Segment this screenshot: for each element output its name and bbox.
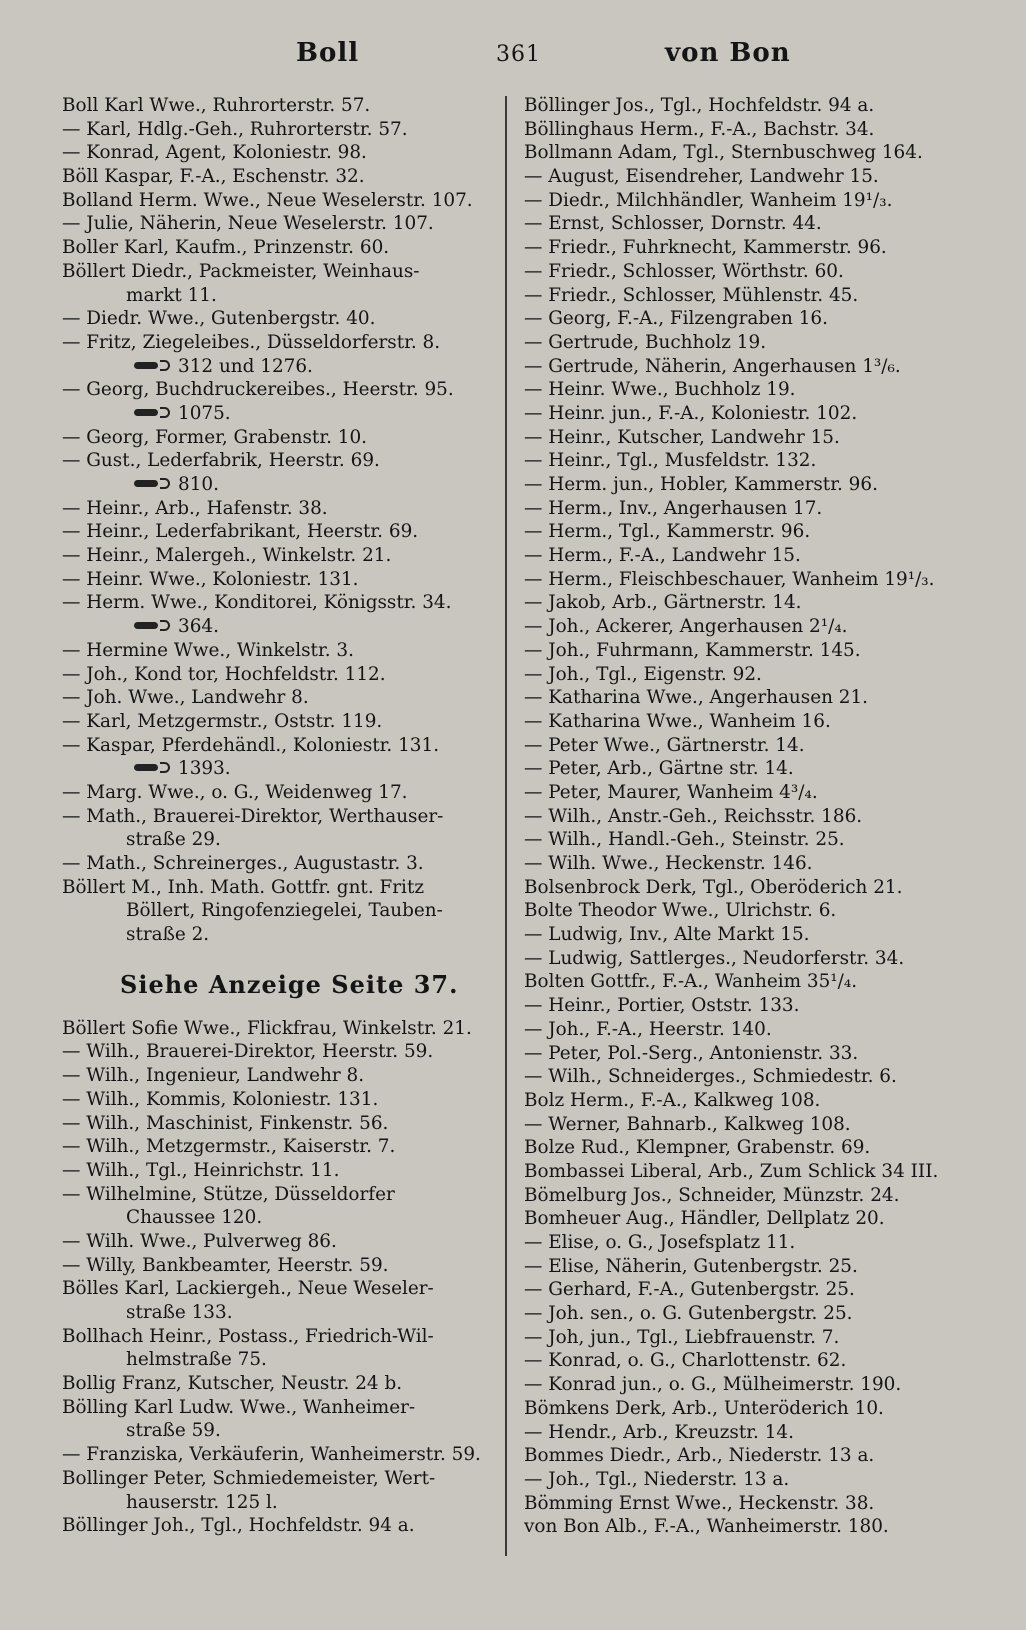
entry-text: straße 29. <box>126 829 221 851</box>
directory-entry <box>62 1443 494 1467</box>
entry-text: — Math., Brauerei-Direktor, Werthauser- <box>62 805 444 827</box>
directory-entry <box>62 1159 494 1183</box>
directory-entry <box>524 1160 974 1184</box>
entry-text: — Konrad jun., o. G., Mülheimerstr. 190. <box>524 1374 902 1396</box>
entry-text: — Friedr., Fuhrknecht, Kammerstr. 96. <box>524 237 887 259</box>
entry-text: — Werner, Bahnarb., Kalkweg 108. <box>524 1113 851 1135</box>
entry-text: — Marg. Wwe., o. G., Weidenweg 17. <box>62 781 408 803</box>
directory-entry <box>62 710 494 734</box>
entry-text: Bölling Karl Ludw. Wwe., Wanheimer- <box>62 1396 416 1418</box>
left-column <box>62 94 494 1538</box>
entry-text: helmstraße 75. <box>126 1349 267 1371</box>
entry-text: Bomheuer Aug., Händler, Dellplatz 20. <box>524 1208 885 1230</box>
directory-entry <box>524 734 974 758</box>
directory-entry <box>62 1514 494 1538</box>
entry-text: — Friedr., Schlosser, Wörthstr. 60. <box>524 260 844 282</box>
directory-entry <box>524 1492 974 1516</box>
entry-text: — Gust., Lederfabrik, Heerstr. 69. <box>62 450 380 472</box>
entry-text: Bolten Gottfr., F.-A., Wanheim 35¹/₄. <box>524 971 858 993</box>
directory-entry <box>62 307 494 331</box>
entry-text: — Katharina Wwe., Angerhausen 21. <box>524 687 869 709</box>
header-right-keyword: von Bon <box>665 38 791 68</box>
directory-entry <box>62 591 494 615</box>
entry-text: — Wilh., Maschinist, Finkenstr. 56. <box>62 1112 389 1134</box>
entry-text: Bommes Diedr., Arb., Niederstr. 13 a. <box>524 1445 875 1467</box>
directory-entry <box>524 1349 974 1373</box>
telephone-icon <box>134 619 170 633</box>
entry-text: 312 und 1276. <box>178 355 313 377</box>
entry-text: — Georg, Buchdruckereibes., Heerstr. 95. <box>62 379 454 401</box>
directory-entry <box>524 1136 974 1160</box>
entry-text: — Wilh., Kommis, Koloniestr. 131. <box>62 1088 379 1110</box>
directory-entry <box>62 899 494 923</box>
entry-text: — Karl, Metzgermstr., Oststr. 119. <box>62 710 383 732</box>
entry-text: — Willy, Bankbeamter, Heerstr. 59. <box>62 1254 389 1276</box>
directory-entry <box>524 994 974 1018</box>
directory-entry <box>524 1515 974 1539</box>
entry-text: — Herm., Tgl., Kammerstr. 96. <box>524 521 811 543</box>
directory-entry <box>524 591 974 615</box>
entry-text: Böllinger Joh., Tgl., Hochfeldstr. 94 a. <box>62 1515 415 1537</box>
entry-text: — Ludwig, Sattlerges., Neudorferstr. 34. <box>524 947 905 969</box>
directory-entry <box>524 307 974 331</box>
telephone-entry <box>62 402 494 426</box>
entry-text: — Hermine Wwe., Winkelstr. 3. <box>62 639 354 661</box>
entry-text: — Heinr., Tgl., Musfeldstr. 132. <box>524 450 817 472</box>
advertisement-reference <box>62 959 494 1011</box>
directory-entry <box>62 1064 494 1088</box>
entry-text: — Wilhelmine, Stütze, Düsseldorfer <box>62 1183 395 1205</box>
telephone-entry <box>62 615 494 639</box>
entry-text: — Ludwig, Inv., Alte Markt 15. <box>524 924 810 946</box>
entry-text: — Joh., Tgl., Niederstr. 13 a. <box>524 1468 790 1490</box>
directory-entry <box>524 236 974 260</box>
telephone-icon <box>134 359 170 373</box>
entry-text: Siehe Anzeige Seite 37. <box>120 969 459 999</box>
directory-entry <box>524 970 974 994</box>
entry-text: straße 2. <box>126 924 210 946</box>
entry-text: Bömming Ernst Wwe., Heckenstr. 38. <box>524 1492 875 1514</box>
directory-entry <box>524 449 974 473</box>
entry-text: — Heinr., Malergeh., Winkelstr. 21. <box>62 545 392 567</box>
telephone-icon <box>134 761 170 775</box>
entry-text: — Heinr. Wwe., Koloniestr. 131. <box>62 568 359 590</box>
entry-text: Böllert M., Inh. Math. Gottfr. gnt. Fritz <box>62 876 425 898</box>
directory-entry <box>62 544 494 568</box>
directory-entry <box>524 828 974 852</box>
entry-text: 364. <box>178 616 219 638</box>
directory-entry <box>524 497 974 521</box>
directory-entry <box>62 568 494 592</box>
directory-entry <box>62 1112 494 1136</box>
directory-entry <box>524 1113 974 1137</box>
directory-entry <box>62 663 494 687</box>
entry-text: Böllinger Jos., Tgl., Hochfeldstr. 94 a. <box>524 95 875 116</box>
entry-text: — Wilh. Wwe., Pulverweg 86. <box>62 1230 337 1252</box>
telephone-icon <box>134 477 170 491</box>
entry-text: — Konrad, Agent, Koloniestr. 98. <box>62 142 367 164</box>
directory-entry <box>62 734 494 758</box>
entry-text: — Joh., Ackerer, Angerhausen 2¹/₄. <box>524 616 848 638</box>
directory-entry <box>62 686 494 710</box>
entry-text: — Peter, Maurer, Wanheim 4³/₄. <box>524 781 818 803</box>
entry-text: von Bon Alb., F.-A., Wanheimerstr. 180. <box>524 1516 889 1538</box>
entry-text: — Peter, Pol.-Serg., Antonienstr. 33. <box>524 1042 859 1064</box>
directory-entry <box>524 710 974 734</box>
entry-text: — Wilh., Handl.-Geh., Steinstr. 25. <box>524 829 845 851</box>
directory-entry <box>524 852 974 876</box>
directory-entry <box>62 1325 494 1349</box>
directory-entry <box>62 236 494 260</box>
directory-entry <box>524 544 974 568</box>
directory-entry <box>62 781 494 805</box>
directory-entry <box>62 94 494 118</box>
entry-text: Bömkens Derk, Arb., Unteröderich 10. <box>524 1397 884 1419</box>
directory-entry <box>524 402 974 426</box>
entry-text: Bolte Theodor Wwe., Ulrichstr. 6. <box>524 900 837 922</box>
entry-text: Chaussee 120. <box>126 1207 263 1229</box>
entry-text: 810. <box>178 474 219 495</box>
directory-entry <box>524 94 974 118</box>
entry-text: Bollmann Adam, Tgl., Sternbuschweg 164. <box>524 142 923 164</box>
directory-entry <box>524 426 974 450</box>
directory-entry <box>62 284 494 308</box>
directory-entry <box>524 1278 974 1302</box>
directory-entry <box>524 1065 974 1089</box>
directory-entry <box>62 1396 494 1420</box>
directory-entry <box>62 852 494 876</box>
entry-text: Bolz Herm., F.-A., Kalkweg 108. <box>524 1089 821 1111</box>
column-divider <box>505 96 507 1556</box>
entry-text: — Fritz, Ziegeleibes., Düsseldorferstr. 8. <box>62 331 441 353</box>
directory-entry <box>524 520 974 544</box>
directory-entry <box>62 876 494 900</box>
page-number: 361 <box>496 42 541 67</box>
entry-text: Bombassei Liberal, Arb., Zum Schlick 34 III. <box>524 1160 939 1182</box>
entry-text: straße 133. <box>126 1302 233 1323</box>
header-left-keyword: Boll <box>296 38 360 68</box>
directory-entry <box>62 1230 494 1254</box>
directory-entry <box>524 355 974 379</box>
directory-entry <box>62 189 494 213</box>
entry-text: — Heinr. Wwe., Buchholz 19. <box>524 379 796 401</box>
entry-text: — Wilh., Tgl., Heinrichstr. 11. <box>62 1159 340 1181</box>
directory-entry <box>62 1206 494 1230</box>
entry-text: — Katharina Wwe., Wanheim 16. <box>524 710 831 732</box>
entry-text: Bolsenbrock Derk, Tgl., Oberöderich 21. <box>524 876 903 898</box>
directory-entry <box>524 1326 974 1350</box>
directory-entry <box>62 1017 494 1041</box>
entry-text: Bolze Rud., Klempner, Grabenstr. 69. <box>524 1137 871 1159</box>
directory-entry <box>62 1277 494 1301</box>
directory-entry <box>524 1184 974 1208</box>
directory-entry <box>524 473 974 497</box>
entry-text: — Wilh., Metzgermstr., Kaiserstr. 7. <box>62 1136 396 1158</box>
entry-text: — Franziska, Verkäuferin, Wanheimerstr. 59. <box>62 1444 481 1466</box>
entry-text: Bollhach Heinr., Postass., Friedrich-Wil- <box>62 1325 434 1347</box>
entry-text: — Elise, Näherin, Gutenbergstr. 25. <box>524 1255 858 1277</box>
entry-text: — Joh., Tgl., Eigenstr. 92. <box>524 663 762 685</box>
entry-text: — Heinr., Arb., Hafenstr. 38. <box>62 497 328 519</box>
directory-entry <box>62 426 494 450</box>
entry-text: — Georg, Former, Grabenstr. 10. <box>62 426 368 448</box>
directory-entry <box>524 378 974 402</box>
telephone-entry <box>62 355 494 379</box>
entry-text: 1393. <box>178 758 231 780</box>
entry-text: — Gertrude, Näherin, Angerhausen 1³/₆. <box>524 355 901 377</box>
entry-text: Bömelburg Jos., Schneider, Münzstr. 24. <box>524 1184 900 1206</box>
entry-text: Boller Karl, Kaufm., Prinzenstr. 60. <box>62 237 390 259</box>
entry-text: — Joh. Wwe., Landwehr 8. <box>62 687 309 709</box>
directory-entry <box>62 141 494 165</box>
entry-text: — Friedr., Schlosser, Mühlenstr. 45. <box>524 284 859 306</box>
entry-text: — Gertrude, Buchholz 19. <box>524 331 767 353</box>
directory-entry <box>524 1042 974 1066</box>
entry-text: — Georg, F.-A., Filzengraben 16. <box>524 308 828 330</box>
directory-entry <box>62 1183 494 1207</box>
entry-text: — Herm., F.-A., Landwehr 15. <box>524 545 801 567</box>
directory-entry <box>524 1207 974 1231</box>
entry-text: Bölles Karl, Lackiergeh., Neue Weseler- <box>62 1278 434 1300</box>
directory-entry <box>524 1302 974 1326</box>
directory-entry <box>524 615 974 639</box>
directory-entry <box>524 1397 974 1421</box>
directory-entry <box>524 805 974 829</box>
entry-text: — Wilh., Anstr.-Geh., Reichsstr. 186. <box>524 805 863 827</box>
directory-entry <box>62 828 494 852</box>
directory-entry <box>62 639 494 663</box>
entry-text: — Diedr. Wwe., Gutenbergstr. 40. <box>62 308 376 330</box>
entry-text: — Jakob, Arb., Gärtnerstr. 14. <box>524 592 802 614</box>
directory-entry <box>524 331 974 355</box>
right-column <box>524 94 974 1539</box>
entry-text: markt 11. <box>126 284 217 306</box>
directory-entry <box>524 284 974 308</box>
entry-text: Böllert Diedr., Packmeister, Weinhaus- <box>62 260 420 282</box>
directory-entry <box>524 212 974 236</box>
directory-entry <box>524 947 974 971</box>
entry-text: — Julie, Näherin, Neue Weselerstr. 107. <box>62 213 434 235</box>
directory-entry <box>62 497 494 521</box>
directory-entry <box>524 781 974 805</box>
entry-text: Bollig Franz, Kutscher, Neustr. 24 b. <box>62 1373 403 1395</box>
entry-text: — Karl, Hdlg.-Geh., Ruhrorterstr. 57. <box>62 118 408 140</box>
directory-entry <box>524 118 974 142</box>
entry-text: — Joh., Kond tor, Hochfeldstr. 112. <box>62 663 386 685</box>
entry-text: — Herm., Inv., Angerhausen 17. <box>524 497 823 519</box>
telephone-entry <box>62 757 494 781</box>
directory-entry <box>524 165 974 189</box>
telephone-icon <box>134 406 170 420</box>
directory-entry <box>62 118 494 142</box>
entry-text: — Herm. jun., Hobler, Kammerstr. 96. <box>524 474 878 495</box>
entry-text: Bollinger Peter, Schmiedemeister, Wert- <box>62 1467 436 1489</box>
directory-entry <box>524 1231 974 1255</box>
directory-entry <box>62 260 494 284</box>
directory-entry <box>62 212 494 236</box>
directory-entry <box>62 165 494 189</box>
entry-text: — Elise, o. G., Josefsplatz 11. <box>524 1232 796 1253</box>
entry-text: — Heinr. jun., F.-A., Koloniestr. 102. <box>524 402 858 424</box>
entry-text: — Heinr., Portier, Oststr. 133. <box>524 995 800 1017</box>
entry-text: — Joh., F.-A., Heerstr. 140. <box>524 1018 772 1040</box>
directory-entry <box>62 1254 494 1278</box>
entry-text: 1075. <box>178 402 231 424</box>
entry-text: — Heinr., Kutscher, Landwehr 15. <box>524 426 840 448</box>
entry-text: — Hendr., Arb., Kreuzstr. 14. <box>524 1421 794 1443</box>
directory-entry <box>62 1491 494 1515</box>
directory-entry <box>524 899 974 923</box>
entry-text: — Wilh. Wwe., Heckenstr. 146. <box>524 853 813 874</box>
directory-entry <box>62 1301 494 1325</box>
entry-text: — Kaspar, Pferdehändl., Koloniestr. 131. <box>62 734 440 756</box>
directory-entry <box>62 1372 494 1396</box>
directory-entry <box>62 520 494 544</box>
directory-entry <box>524 141 974 165</box>
entry-text: — Joh., Fuhrmann, Kammerstr. 145. <box>524 639 861 661</box>
entry-text: — Joh. sen., o. G. Gutenbergstr. 25. <box>524 1303 853 1325</box>
entry-text: — Konrad, o. G., Charlottenstr. 62. <box>524 1350 847 1372</box>
directory-entry <box>524 663 974 687</box>
directory-entry <box>524 1468 974 1492</box>
entry-text: Böll Kaspar, F.-A., Eschenstr. 32. <box>62 166 365 188</box>
directory-entry <box>524 260 974 284</box>
entry-text: — Ernst, Schlosser, Dornstr. 44. <box>524 213 822 235</box>
entry-text: Böllert Sofie Wwe., Flickfrau, Winkelstr. 21. <box>62 1017 472 1039</box>
entry-text: — Herm. Wwe., Konditorei, Königsstr. 34. <box>62 592 452 614</box>
directory-entry <box>524 1421 974 1445</box>
directory-entry <box>62 1419 494 1443</box>
directory-entry <box>524 568 974 592</box>
directory-entry <box>62 923 494 947</box>
directory-entry <box>524 1018 974 1042</box>
telephone-entry <box>62 473 494 497</box>
entry-text: — Math., Schreinerges., Augustastr. 3. <box>62 853 424 874</box>
directory-entry <box>524 923 974 947</box>
entry-text: — August, Eisendreher, Landwehr 15. <box>524 166 879 188</box>
directory-entry <box>62 378 494 402</box>
entry-text: straße 59. <box>126 1420 221 1442</box>
entry-text: — Peter, Arb., Gärtne str. 14. <box>524 758 794 780</box>
directory-entry <box>524 1373 974 1397</box>
directory-entry <box>524 1089 974 1113</box>
directory-entry <box>524 639 974 663</box>
directory-entry <box>524 1255 974 1279</box>
entry-text: — Wilh., Schneiderges., Schmiedestr. 6. <box>524 1066 897 1088</box>
directory-entry <box>62 331 494 355</box>
directory-entry <box>524 876 974 900</box>
directory-entry <box>62 449 494 473</box>
entry-text: — Wilh., Ingenieur, Landwehr 8. <box>62 1065 365 1087</box>
entry-text: — Diedr., Milchhändler, Wanheim 19¹/₃. <box>524 189 893 211</box>
directory-entry <box>62 805 494 829</box>
directory-entry <box>62 1467 494 1491</box>
directory-entry <box>62 1040 494 1064</box>
entry-text: Bolland Herm. Wwe., Neue Weselerstr. 107. <box>62 189 473 211</box>
entry-text: — Peter Wwe., Gärtnerstr. 14. <box>524 734 805 756</box>
directory-entry <box>524 189 974 213</box>
entry-text: Böllinghaus Herm., F.-A., Bachstr. 34. <box>524 118 875 140</box>
directory-entry <box>524 1444 974 1468</box>
entry-text: Boll Karl Wwe., Ruhrorterstr. 57. <box>62 95 371 116</box>
directory-entry <box>524 686 974 710</box>
directory-entry <box>62 1135 494 1159</box>
directory-entry <box>62 1348 494 1372</box>
directory-entry <box>524 757 974 781</box>
entry-text: Böllert, Ringofenziegelei, Tauben- <box>126 900 443 922</box>
entry-text: — Gerhard, F.-A., Gutenbergstr. 25. <box>524 1279 855 1301</box>
entry-text: — Joh, jun., Tgl., Liebfrauenstr. 7. <box>524 1326 840 1348</box>
entry-text: — Herm., Fleischbeschauer, Wanheim 19¹/₃. <box>524 568 935 590</box>
directory-entry <box>62 1088 494 1112</box>
entry-text: — Heinr., Lederfabrikant, Heerstr. 69. <box>62 521 419 543</box>
entry-text: — Wilh., Brauerei-Direktor, Heerstr. 59. <box>62 1041 434 1063</box>
entry-text: hauserstr. 125 l. <box>126 1491 278 1513</box>
